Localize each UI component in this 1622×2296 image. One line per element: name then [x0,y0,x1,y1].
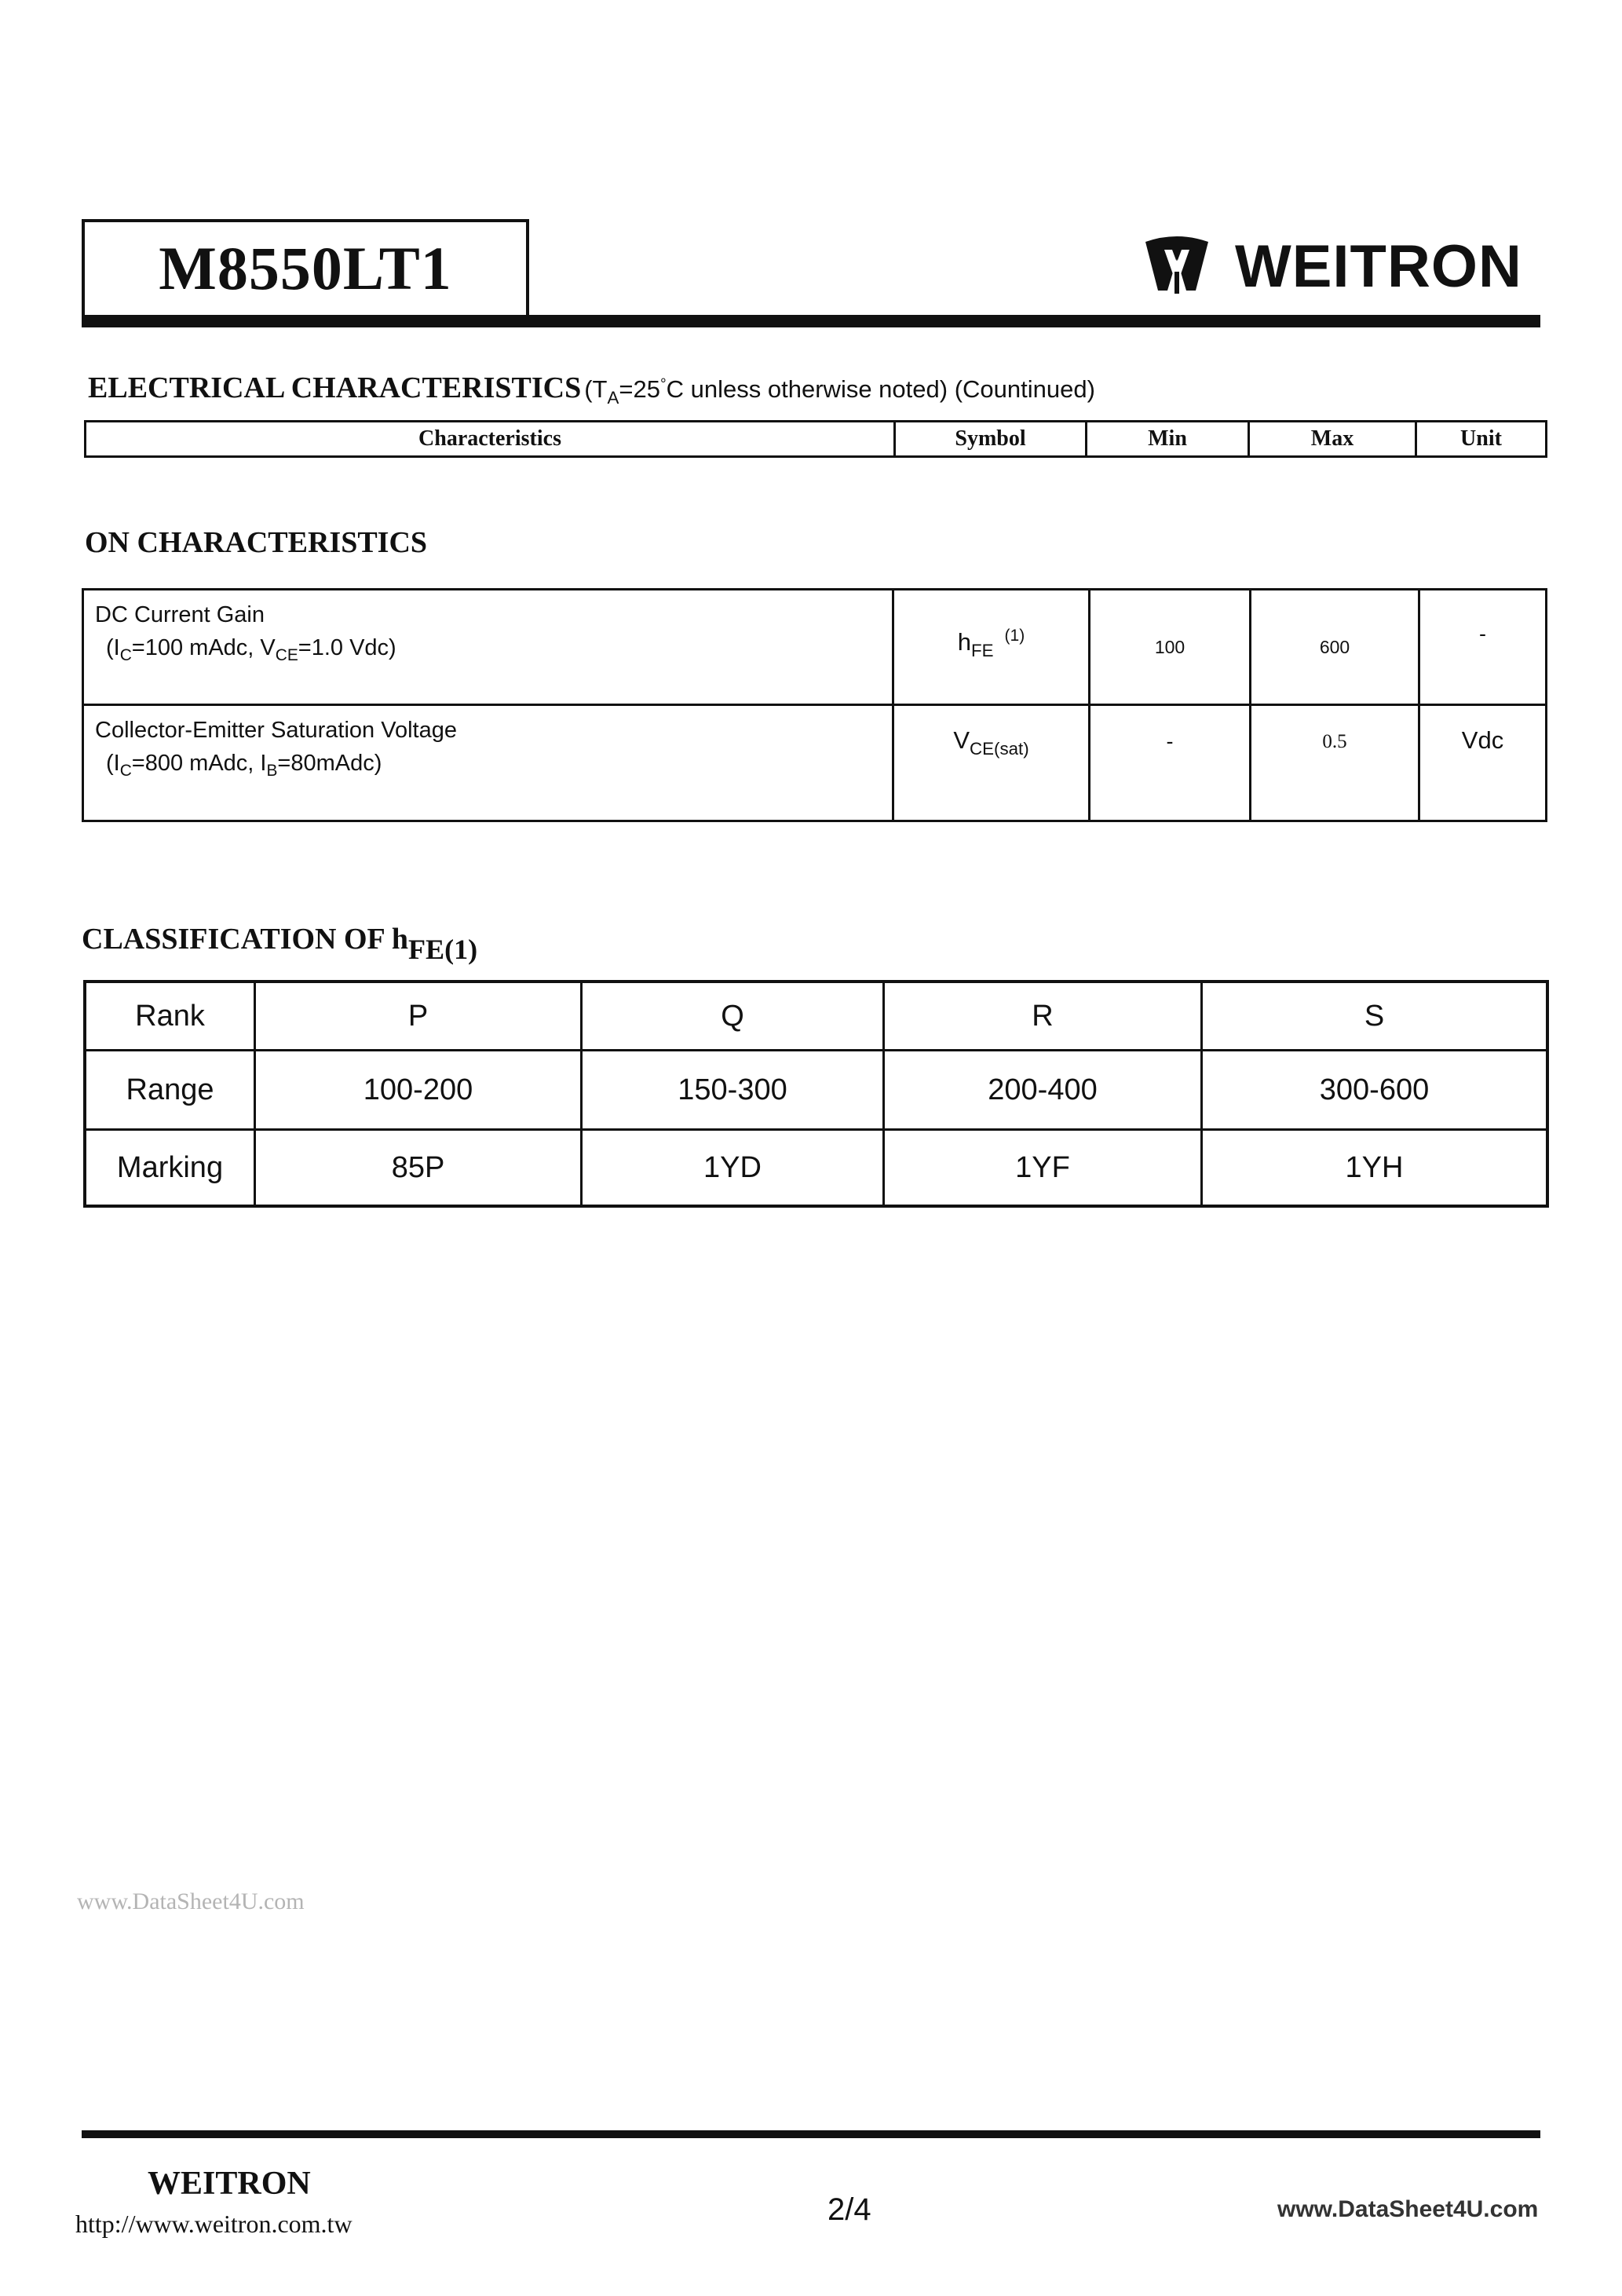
footer-site-link[interactable]: www.DataSheet4U.com [1277,2196,1539,2222]
cell-max: 600 [1251,590,1420,704]
cell-min: 100 [1090,590,1251,704]
table-cell: 1YF [885,1131,1203,1205]
col-symbol: Symbol [896,422,1087,455]
footer-url-link[interactable]: http://www.weitron.com.tw [75,2210,353,2238]
cell-unit: Vdc [1461,726,1504,754]
cell-max: 0.5 [1251,706,1420,820]
table-cell: Q [583,983,885,1049]
brand-name: WEITRON [1235,233,1522,300]
table-row [86,1131,1546,1205]
table-cell: 150-300 [583,1051,885,1128]
col-unit: Unit [1460,426,1502,451]
characteristic-condition: ($I_C=100$ mAdc, $V_{CE}=1.0$ Vdc) [106,635,396,665]
table-row [86,983,1546,1051]
col-characteristics: Characteristics [86,422,896,455]
characteristics-header-table [84,420,1547,458]
cell-symbol [894,706,1090,820]
row-label: Range [86,1051,256,1128]
cell-characteristic [84,706,894,820]
row-label: Marking [86,1131,256,1205]
characteristic-condition: ($I_C=800$ mAdc, $I_B=80mAdc$) [106,751,382,781]
on-characteristics-title: ON CHARACTERISTICS [85,526,428,559]
cell-unit: - [1479,622,1486,645]
col-min: Min [1087,422,1250,455]
part-number: M8550LT1 [159,234,452,302]
table-cell: 1YD [583,1131,885,1205]
table-cell: 100-200 [256,1051,583,1128]
page-number: 2/4 [827,2192,871,2227]
watermark-text: www.DataSheet4U.com [77,1888,305,1914]
table-row [84,706,1545,820]
table-cell: R [885,983,1203,1049]
table-cell: 1YH [1345,1150,1404,1184]
part-number-box [82,219,529,318]
header-rule [82,315,1540,327]
classification-table [83,980,1549,1208]
footer-rule [82,2130,1540,2138]
row-label: Rank [86,983,256,1049]
classification-title: CLASSIFICATION OF hFE(1) [82,923,478,965]
footer-brand: WEITRON [148,2166,311,2202]
electrical-characteristics-heading [88,371,1095,408]
table-cell: 85P [256,1131,583,1205]
symbol-value: $h_{FE}^{(1)}$ [957,627,1025,660]
table-cell: 200-400 [885,1051,1203,1128]
electrical-conditions: ($T_A=25^\circ C$ unless otherwise noted) (Countinued) [584,375,1095,408]
cell-characteristic [84,590,894,704]
symbol-value: $V_{CE(sat)}$ [953,726,1029,759]
cell-symbol [894,590,1090,704]
col-max: Max [1250,422,1417,455]
on-characteristics-table [82,588,1547,822]
table-row [84,590,1545,706]
table-cell: S [1364,999,1385,1033]
table-cell: 300-600 [1319,1073,1430,1106]
cell-min: - [1090,706,1251,820]
table-cell: P [256,983,583,1049]
brand-logo [1141,232,1522,301]
characteristic-name: DC Current Gain [95,602,265,627]
weitron-logo-icon [1141,236,1213,298]
characteristic-name: Collector-Emitter Saturation Voltage [95,718,457,743]
electrical-title: ELECTRICAL CHARACTERISTICS [88,371,582,404]
table-row [86,1051,1546,1131]
